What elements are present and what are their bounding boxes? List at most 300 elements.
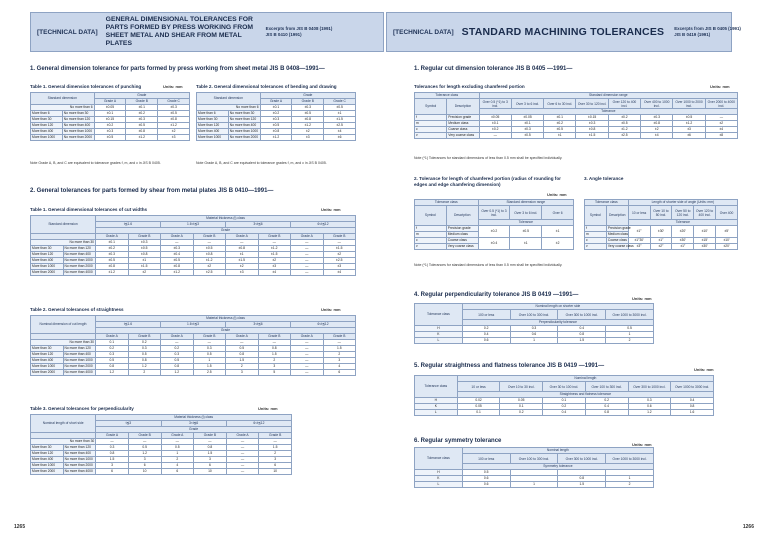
table-cell: —: [259, 439, 292, 445]
table-cell: ±0.5: [292, 111, 324, 117]
table-header-cell: Grade A: [291, 234, 324, 240]
table-header-cell: Over 1000 to 2000 incl.: [673, 99, 705, 109]
table-cell: ±1: [542, 226, 574, 238]
table-cell: More than 120: [31, 451, 64, 457]
table-cell: ±10′: [694, 226, 716, 238]
table-title: Table 2. General tolerances of straightness: [30, 307, 124, 312]
table-cell: ±1: [128, 258, 161, 264]
table-cell: 0.5: [462, 470, 510, 476]
table-cell: No more than 4000: [63, 370, 96, 376]
table-header-cell: Over 6: [542, 206, 574, 220]
table-cell: ±1.5: [226, 258, 259, 264]
table-cell: More than 400: [31, 258, 64, 264]
table-cell: 0.2: [585, 398, 628, 404]
table-cell: 6: [323, 370, 356, 376]
table-header-cell: Over 0.5 (*1) to 3 incl.: [478, 206, 510, 220]
table-cell: More than 2000: [31, 370, 64, 376]
table-cell: More than 30: [31, 445, 64, 451]
table-header-cell: Grade: [260, 93, 355, 99]
table-cell: ±30′: [650, 226, 672, 238]
section-title: 4. Regular perpendicularity tolerance JIS B 0419 —1991—: [414, 292, 579, 298]
table-header-cell: Grade B: [323, 334, 356, 340]
page-number: 1266: [742, 524, 754, 530]
table-title: 2. Tolerance for length of chamfered portion (radius of rounding for edges and edge chamfering dimension): [414, 176, 561, 187]
table-cell: No more than 400: [63, 252, 96, 258]
table-cell: ±0.5: [324, 105, 356, 111]
table-cell: ±0.1: [96, 240, 129, 246]
table-cell: —: [128, 439, 161, 445]
table-cell: No more than 2000: [63, 264, 96, 270]
perpendicularity-tolerance-table: [414, 303, 654, 344]
table-cell: c: [585, 238, 607, 244]
table-header-cell: 3<t≦6: [161, 421, 226, 427]
table-cell: m: [585, 232, 607, 238]
table-cell: v: [585, 244, 607, 250]
table-cell: 0.4: [585, 404, 628, 410]
table-cell: 0.5: [161, 445, 194, 451]
table-cell: ±0.1: [479, 121, 511, 127]
table-cell: ±2.5: [323, 258, 356, 264]
table-header-cell: Grade B: [193, 234, 226, 240]
table-cell: —: [291, 264, 324, 270]
table-header-cell: Perpendicularity tolerance: [462, 320, 653, 326]
table-cell: 0.5: [128, 352, 161, 358]
table-cell: ±1.2: [158, 123, 190, 129]
table-cell: More than 1000: [197, 135, 229, 141]
table-cell: 0.8: [258, 346, 291, 352]
table-cell: ±0.8: [292, 117, 324, 123]
table-header-cell: Tolerance class: [415, 376, 458, 398]
table-cell: ±3: [226, 270, 259, 276]
header-title: GENERAL DIMENSIONAL TOLERANCES FOR PARTS FORMED BY PRESS WORKING FROM SHEET METAL AND SHEAR FROM METAL PLATES: [105, 16, 254, 47]
table-cell: ±2: [323, 252, 356, 258]
bending-table: [196, 92, 356, 141]
table-header-cell: Over 400: [716, 206, 738, 220]
table-header-cell: t≦3: [96, 421, 161, 427]
table-cell: ±0.2: [94, 123, 126, 129]
table-cell: —: [226, 340, 259, 346]
table-cell: ±3°: [628, 244, 650, 250]
table-cell: —: [226, 463, 259, 469]
table-cell: ±1: [510, 238, 542, 250]
table-cell: 2: [258, 358, 291, 364]
table-cell: ±1.5: [324, 117, 356, 123]
table-cell: Precision grade: [447, 115, 479, 121]
table-header-cell: Symbol: [415, 206, 447, 226]
table-cell: ±0.2: [608, 115, 640, 121]
table-header-cell: Tolerance class: [415, 304, 463, 326]
table-header-cell: Grade A: [161, 433, 194, 439]
table-cell: ±1°30′: [628, 238, 650, 244]
table-cell: ±0.5: [161, 258, 194, 264]
table-cell: —: [193, 240, 226, 246]
table-cell: 10: [259, 469, 292, 475]
table-cell: —: [291, 246, 324, 252]
table-cell: More than 30: [31, 346, 64, 352]
table-cell: 0.4: [543, 410, 586, 416]
table-row: [415, 99, 738, 109]
table-cell: 1: [510, 338, 558, 344]
table-cell: ±0.3: [292, 105, 324, 111]
table-cell: ±0.1: [511, 121, 543, 127]
table-cell: 0.4: [558, 326, 606, 332]
table-cell: 0.3: [128, 346, 161, 352]
table-cell: No more than 120: [63, 346, 96, 352]
table-cell: f: [415, 226, 447, 232]
table-cell: —: [194, 439, 227, 445]
table-cell: 0.6: [462, 338, 510, 344]
table-cell: 0.5: [226, 346, 259, 352]
table-header-cell: Grade B: [292, 99, 324, 105]
table-cell: ±0.3: [96, 252, 129, 258]
table-cell: 2: [161, 457, 194, 463]
table-cell: 0.8: [128, 358, 161, 364]
table-cell: ±2: [258, 258, 291, 264]
table-cell: ±0.3: [161, 246, 194, 252]
table-header-cell: Over 50 to 120 incl.: [672, 206, 694, 220]
table-cell: 0.5: [606, 326, 654, 332]
table-cell: 2: [226, 364, 259, 370]
table-header-cell: Over 3 to 6 incl.: [510, 206, 542, 220]
table-cell: 1.2: [128, 364, 161, 370]
table-cell: ±0.1: [544, 115, 576, 121]
table-cell: ±2: [193, 264, 226, 270]
header-title: STANDARD MACHINING TOLERANCES: [461, 26, 665, 38]
table-header-cell: Material thickness (t) class: [96, 216, 356, 222]
table-cell: ±0.5: [158, 111, 190, 117]
table-cell: 1.5: [258, 352, 291, 358]
table-cell: —: [161, 240, 194, 246]
table-cell: 0.8: [226, 352, 259, 358]
table-header-cell: Symmetry tolerance: [462, 464, 653, 470]
table-header-cell: Over 10 to 30 incl.: [500, 382, 543, 392]
table-cell: 0.2: [462, 326, 510, 332]
table-cell: 2: [259, 451, 292, 457]
table-cell: ±0.5: [96, 258, 129, 264]
table-cell: ±2: [128, 270, 161, 276]
table-cell: ±0.1: [126, 105, 158, 111]
angle-table: [584, 199, 738, 250]
table-header-cell: Over 10 to 50 incl.: [650, 206, 672, 220]
table-cell: 2.5: [193, 370, 226, 376]
table-header-cell: Grade A: [226, 433, 259, 439]
table-cell: ±0.8: [161, 264, 194, 270]
table-cell: H: [415, 398, 458, 404]
table-cell: No more than 4000: [63, 469, 96, 475]
table-cell: 0.8: [585, 410, 628, 416]
table-cell: More than 1000: [31, 135, 63, 141]
table-cell: ±1.2: [193, 258, 226, 264]
table-cell: v: [415, 133, 447, 139]
table-header-cell: Standard dimension: [197, 93, 261, 105]
table-cell: ±1.2: [608, 127, 640, 133]
table-cell: ±0.5: [544, 127, 576, 133]
table-cell: ±0.5: [94, 135, 126, 141]
table-header-cell: Over 1000 to 3000 incl.: [606, 310, 654, 320]
table-row: [31, 135, 190, 141]
table-cell: ±1.2: [161, 270, 194, 276]
section-title: 5. Regular straightness and flatness tolerance JIS B 0419 —1991—: [414, 363, 605, 369]
table-cell: ±0.3: [94, 129, 126, 135]
table-cell: No more than 2000: [228, 135, 260, 141]
table-cell: 3: [226, 370, 259, 376]
table-header-cell: Tolerance class: [585, 200, 629, 206]
table-cell: ±1.2: [292, 123, 324, 129]
table-cell: 0.6: [462, 482, 510, 488]
table-cell: 2: [606, 338, 654, 344]
table-header-cell: Over 1000 to 3000 incl.: [606, 454, 654, 464]
table-cell: 0.8: [558, 476, 606, 482]
table-header-cell: 1.6<t≦3: [161, 222, 226, 228]
table-header-cell: Grade A: [226, 234, 259, 240]
straightness-flatness-table: [414, 375, 714, 416]
table-cell: ±0.2: [544, 121, 576, 127]
table-header-cell: Grade: [94, 93, 189, 99]
table-header-cell: Tolerance class: [415, 93, 480, 99]
table-cell: —: [291, 258, 324, 264]
table-cell: Coarse class: [607, 238, 627, 242]
table-cell: More than 30: [31, 246, 64, 252]
table-cell: ±4: [323, 270, 356, 276]
table-row: [415, 338, 654, 344]
table-cell: 0.3: [96, 445, 129, 451]
table-cell: 0.1: [96, 340, 129, 346]
table-cell: ±0.3: [126, 117, 158, 123]
table-cell: L: [415, 338, 463, 344]
table-cell: ±0.2: [478, 226, 510, 238]
table-cell: 1: [510, 482, 558, 488]
table-cell: ±0.05: [511, 115, 543, 121]
table-header-cell: Over 300 to 1000 incl.: [558, 454, 606, 464]
table-cell: c: [415, 238, 447, 244]
table-cell: ±0.3: [511, 127, 543, 133]
table-cell: —: [479, 133, 511, 139]
table-header-cell: Over 120 to 400 incl.: [608, 99, 640, 109]
table-cell: ±1°: [672, 244, 694, 250]
table-cell: ±1.5: [258, 252, 291, 258]
table-cell: 1.5: [259, 445, 292, 451]
table-cell: ±1.2: [96, 270, 129, 276]
table-cell: ±1.2: [258, 246, 291, 252]
table-cell: ±0.5: [608, 121, 640, 127]
units-label: Units: mm: [321, 207, 341, 212]
units-label: Units: mm: [547, 192, 567, 197]
table-header-cell: Grade: [96, 228, 356, 234]
table-cell: 3: [194, 457, 227, 463]
table-header-cell: Grade B: [323, 234, 356, 240]
table-cell: 0.4: [462, 332, 510, 338]
table-cell: More than 120: [31, 123, 63, 129]
table-header-cell: Grade: [96, 427, 292, 433]
table-cell: ±0.5: [193, 246, 226, 252]
table-header-cell: Description: [446, 206, 478, 226]
table-cell: More than 400: [31, 457, 64, 463]
table-cell: No more than 120: [228, 117, 260, 123]
table-cell: 0.05: [457, 404, 500, 410]
table-cell: —: [96, 439, 129, 445]
table-cell: No more than 2000: [63, 463, 96, 469]
table-cell: 2: [128, 370, 161, 376]
table-cell: ±2: [158, 129, 190, 135]
table-cell: ±0.3: [260, 117, 292, 123]
table-cell: No more than 6: [31, 105, 95, 111]
table-cell: K: [415, 476, 463, 482]
table-header-cell: Over 100 to 300 incl.: [585, 382, 628, 392]
table-cell: No more than 6: [197, 105, 261, 111]
table-header-cell: Material thickness (t) class: [96, 316, 356, 322]
table-cell: —: [323, 340, 356, 346]
length-tolerance-table: [414, 92, 738, 139]
table-cell: L: [415, 482, 463, 488]
table-cell: 4: [323, 364, 356, 370]
table-cell: More than 2000: [31, 469, 64, 475]
table-cell: 0.6: [628, 404, 671, 410]
table-cell: No more than 1000: [63, 358, 96, 364]
units-label: Units: mm: [710, 84, 730, 89]
table-cell: 0.02: [457, 398, 500, 404]
table-cell: 1.2: [628, 410, 671, 416]
table-header-cell: Grade B: [128, 234, 161, 240]
table-cell: ±0.1: [260, 105, 292, 111]
table-header-cell: Grade A: [226, 334, 259, 340]
table-cell: No more than 120: [62, 117, 94, 123]
table-cell: c: [415, 127, 447, 133]
table-header-cell: 10 or less: [628, 206, 650, 220]
table-cell: ±2: [641, 127, 673, 133]
page-number: 1265: [14, 524, 26, 530]
table-cell: ±1: [226, 252, 259, 258]
table-cell: 0.1: [500, 404, 543, 410]
table-cell: More than 6: [31, 111, 63, 117]
table-header-cell: Over 300 to 1000 incl.: [558, 310, 606, 320]
table-cell: ±0.8: [226, 246, 259, 252]
table-cell: —: [291, 358, 324, 364]
table-cell: ±4: [641, 133, 673, 139]
table-cell: No more than 1000: [63, 258, 96, 264]
table-cell: ±0.3: [641, 115, 673, 121]
table-header-cell: Grade: [96, 328, 356, 334]
table-cell: —: [323, 240, 356, 246]
table-cell: 0.5: [96, 358, 129, 364]
table-cell: Medium class: [607, 232, 628, 236]
table-cell: 1: [161, 451, 194, 457]
table-cell: ±6: [324, 135, 356, 141]
table-cell: ±0.8: [260, 129, 292, 135]
units-label: Units: mm: [321, 307, 341, 312]
table-cell: No more than 4000: [63, 270, 96, 276]
table-header-cell: Over 30 to 120 incl.: [576, 99, 608, 109]
table-cell: More than 400: [31, 358, 64, 364]
table-header-cell: Standard dimension: [31, 93, 95, 105]
table-cell: ±0.15: [576, 115, 608, 121]
table-cell: ±5′: [716, 226, 738, 238]
table-cell: 4: [161, 463, 194, 469]
table-cell: Coarse class: [446, 238, 478, 244]
table-title: Table 3. General tolerances for perpendicularity: [30, 406, 134, 411]
table-cell: H: [415, 326, 463, 332]
table-cell: 0.6: [510, 332, 558, 338]
table-row: [585, 226, 738, 232]
table-cell: 1: [606, 332, 654, 338]
table-cell: ±0.8: [193, 252, 226, 258]
table-row: [415, 382, 714, 392]
table-cell: 0.3: [193, 346, 226, 352]
cut-width-table: [30, 215, 356, 276]
table-cell: Precision grade: [446, 226, 478, 232]
table-header-cell: Over 100 to 300 incl.: [510, 454, 558, 464]
table-cell: —: [226, 445, 259, 451]
table-header-cell: 6<t≦12: [291, 322, 356, 328]
table-cell: 1.5: [226, 358, 259, 364]
table-header-cell: Over 400 to 1000 incl.: [641, 99, 673, 109]
table-cell: 0.1: [543, 398, 586, 404]
table-cell: —: [291, 240, 324, 246]
table-header-cell: Grade C: [158, 99, 190, 105]
table-cell: 0.8: [194, 445, 227, 451]
table-header-cell: Nominal length of short side: [31, 415, 96, 433]
table-cell: ±0.5: [511, 133, 543, 139]
table-cell: More than 2000: [31, 270, 64, 276]
table-cell: 0.4: [671, 398, 714, 404]
table-header-cell: t≦1.6: [96, 222, 161, 228]
table-cell: ±0.2: [126, 111, 158, 117]
table-cell: No more than 1000: [228, 129, 260, 135]
right-page: [384, 0, 768, 542]
table-row: [415, 482, 654, 488]
table-cell: More than 400: [31, 129, 63, 135]
table-cell: ±2.5: [193, 270, 226, 276]
table-cell: ±8: [705, 133, 737, 139]
table-header-cell: Over 3 to 6 incl.: [511, 99, 543, 109]
table-cell: ±0.4: [478, 238, 510, 250]
table-cell: Very coarse class: [447, 133, 479, 139]
table-cell: ±30′: [694, 244, 716, 250]
table-header-cell: Tolerance: [479, 109, 737, 115]
table-cell: No more than 2000: [62, 135, 94, 141]
table-row: [585, 206, 738, 220]
table-cell: 0.5: [193, 352, 226, 358]
table-cell: —: [258, 340, 291, 346]
header-tag: [TECHNICAL DATA]: [393, 28, 454, 36]
table-cell: ±0.2: [260, 111, 292, 117]
table-cell: —: [226, 457, 259, 463]
table-header-cell: Grade B: [126, 99, 158, 105]
table-cell: 0.3: [161, 352, 194, 358]
table-header-cell: 6<t≦12: [226, 421, 291, 427]
table-header-cell: Grade A: [260, 99, 292, 105]
table-row: [197, 135, 356, 141]
table-cell: ±30′: [672, 238, 694, 244]
table-title: 3. Angle tolerance: [584, 176, 624, 181]
table-cell: 1.5: [558, 338, 606, 344]
table-cell: —: [193, 340, 226, 346]
table-cell: ±1: [324, 111, 356, 117]
table-header-cell: t≦1.6: [96, 322, 161, 328]
table-cell: No more than 120: [63, 445, 96, 451]
table-cell: —: [291, 370, 324, 376]
table-cell: No more than 30: [31, 340, 96, 346]
table-cell: 10: [128, 469, 161, 475]
table-cell: K: [415, 332, 463, 338]
table-cell: ±4: [258, 270, 291, 276]
table-cell: More than 120: [31, 252, 64, 258]
table-header-cell: Standard dimension range: [479, 93, 737, 99]
left-header: [30, 12, 384, 52]
header-tag: [TECHNICAL DATA]: [37, 28, 98, 36]
table-cell: f: [415, 115, 447, 121]
table-cell: ±20′: [672, 226, 694, 238]
table-header-cell: 100 or less: [462, 454, 510, 464]
